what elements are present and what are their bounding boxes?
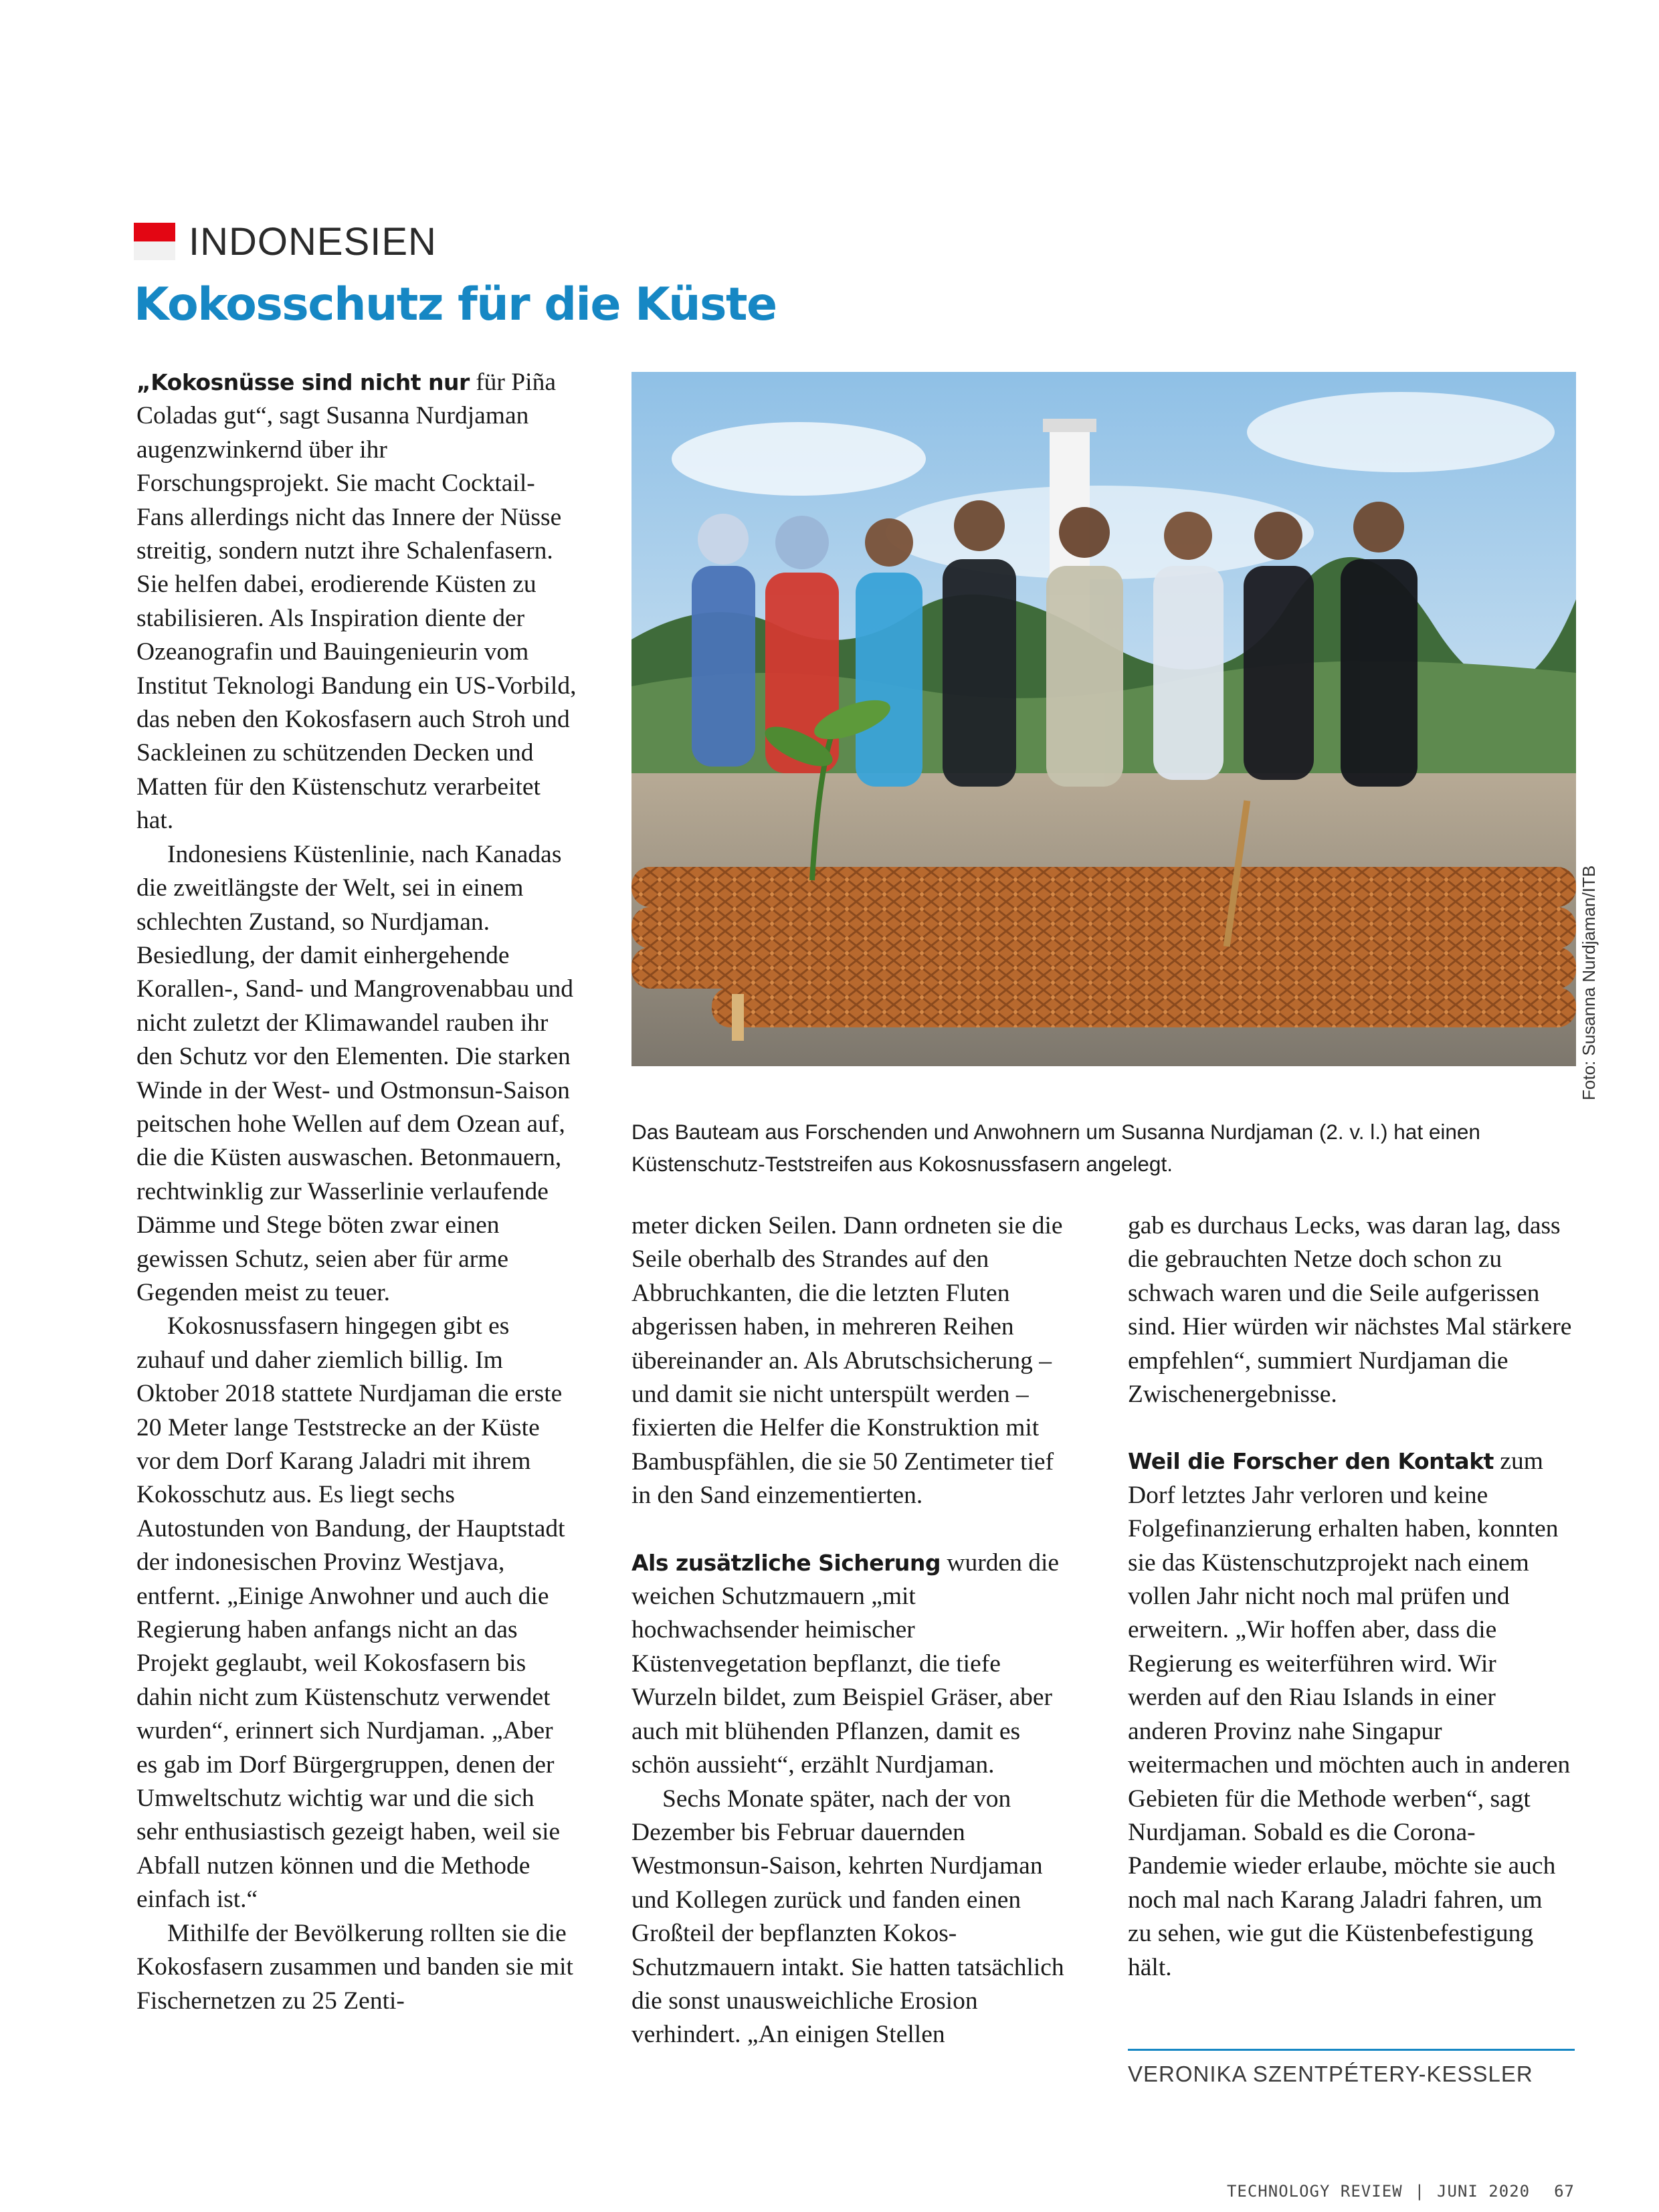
paragraph: [136, 366, 578, 838]
paragraph: [1128, 1445, 1572, 1985]
issue-date: JUNI 2020: [1437, 2182, 1531, 2201]
paragraph: Kokosnussfasern hingegen gibt es zuhauf und daher ziemlich billig. Im Oktober 2018 stattete Nurdjaman die erste 20 Meter lange Teststrecke an der Küste vor dem Dorf Karang Jaladri mit ihrem Kokosschutz aus. Es liegt sechs Autostunden von Bandung, der Hauptstadt der indonesischen Provinz Westjava, entfernt. „Einige Anwohner und auch die Regierung haben anfangs nicht an das Projekt geglaubt, weil Kokosfasern bis dahin nicht zum Küstenschutz verwendet wurden“, erinnert sich Nurdjaman. „Aber es gab im Dorf Bürgergruppen, denen der Umweltschutz wichtig war und die sich sehr enthusiastisch gezeigt haben, weil sie Abfall nutzen können und die Methode einfach ist.“: [136, 1312, 565, 1914]
author-byline: VERONIKA SZENTPÉTERY-KESSLER: [1128, 2062, 1533, 2086]
country-label: INDONESIEN: [189, 219, 437, 264]
paragraph-text: wurden die weichen Schutzmauern „mit hochwachsender heimischer Küstenvegetation bepflanzt, die tiefe Wurzeln bildet, zum Beispiel Gräser, aber auch mit blühenden Pflanzen, damit es schön aussieht“, erzählt Nurdjaman.: [631, 1548, 1060, 1779]
paragraph: meter dicken Seilen. Dann ordneten sie die Seile oberhalb des Strandes auf den Abbruchkanten, die die letzten Fluten abgerissen haben, in mehreren Reihen übereinander an. Als Abrutschsicherung – und damit sie nicht unterspült werden – fixierten die Helfer die Konstruktion mit Bambuspfählen, die sie 50 Zentimeter tief in den Sand einzementierten.: [631, 1212, 1063, 1510]
photo-credit: [1579, 865, 1599, 1114]
paragraph: Indonesiens Küstenlinie, nach Kanadas die zweitlängste der Welt, sei in einem schlechten Zustand, so Nurdjaman. Besiedlung, der damit einhergehende Korallen-, Sand- und Mangrovenabbau und nicht zuletzt der Klimawandel rauben ihr den Schutz vor den Elementen. Die starken Winde in der West- und Ostmonsun-Saison peitschen hohe Wellen auf dem Ozean auf, die die Küsten auswaschen. Betonmauern, rechtwinklig zur Wasserlinie verlaufende Dämme und Stege böten zwar einen gewissen Schutz, seien aber für arme Gegenden meist zu teuer.: [136, 840, 573, 1306]
paragraph-text: für Piña Coladas gut“, sagt Susanna Nurdjaman augenzwinkernd über ihr Forschungsprojekt. Sie macht Cocktail-Fans allerdings nicht das Innere der Nüsse streitig, sondern nutzt ihre Schalenfasern. Sie helfen dabei, erodierende Küsten zu stabilisieren. Als Inspiration diente der Ozeanografin und Bauingenieurin vom Institut Teknologi Bandung ein US-Vorbild, das neben den Kokosfasern auch Stroh und Sackleinen zu schützenden Decken und Matten für den Küstenschutz verarbeitet hat.: [136, 369, 577, 835]
text-column-2: [631, 1209, 1073, 2052]
section-kicker: [134, 218, 437, 265]
team-photo: [631, 372, 1576, 1066]
paragraph: Sechs Monate später, nach der von Dezember bis Februar dauernden Westmonsun-Saison, kehrten Nurdjaman und Kollegen zurück und fanden einen Großteil der bepflanzten Kokos-Schutzmauern intakt. Sie hatten tatsächlich die sonst unausweichliche Erosion verhindert. „An einigen Stellen: [631, 1785, 1064, 2049]
paragraph-text: zum Dorf letztes Jahr verloren und keine Folgefinanzierung erhalten haben, konnten sie das Küstenschutzprojekt nach einem vollen Jahr nicht noch mal prüfen und erweitern. „Wir hoffen aber, dass die Regierung es weiterführen wird. Wir werden auf den Riau Islands in einer anderen Provinz nahe Singapur weitermachen und möchten auch in anderen Gebieten für die Methode werben“, sagt Nurdjaman. Sobald es die Corona-Pandemie wieder erlaube, möchte sie auch noch mal nach Karang Jaladri fahren, um zu sehen, wie gut die Küstenbefestigung hält.: [1128, 1447, 1571, 1981]
magazine-name: TECHNOLOGY REVIEW: [1226, 2182, 1403, 2201]
paragraph: [631, 1546, 1073, 1783]
footer-separator: |: [1414, 2182, 1426, 2201]
article-headline: Kokosschutz für die Küste: [134, 278, 777, 331]
lead-in: Als zusätzliche Sicherung: [631, 1549, 941, 1576]
page-number: 67: [1554, 2182, 1575, 2201]
lead-in: „Kokosnüsse sind nicht nur: [136, 369, 470, 395]
text-column-3: [1128, 1209, 1572, 1985]
page-footer: [1227, 2182, 1575, 2201]
photo-credit-text: Foto: Susanna Nurdjaman/ITB: [1579, 865, 1599, 1100]
author-rule: [1128, 2049, 1575, 2051]
text-column-1: [136, 366, 578, 2018]
lead-in: Weil die Forscher den Kontakt: [1128, 1448, 1494, 1475]
paragraph: Mithilfe der Bevölkerung rollten sie die Kokosfasern zusammen und banden sie mit Fischernetzen zu 25 Zenti-: [136, 1919, 573, 2015]
indonesia-flag-icon: [134, 223, 175, 260]
photo-caption: Das Bauteam aus Forschenden und Anwohnern um Susanna Nurdjaman (2. v. l.) hat einen Küstenschutz-Teststreifen aus Kokosnussfasern angelegt.: [631, 1120, 1480, 1176]
paragraph: gab es durchaus Lecks, was daran lag, dass die gebrauchten Netze doch schon zu schwach waren und die Seile aufgerissen sind. Hier würden wir nächstes Mal stärkere empfehlen“, summiert Nurdjaman die Zwischenergebnisse.: [1128, 1212, 1572, 1409]
